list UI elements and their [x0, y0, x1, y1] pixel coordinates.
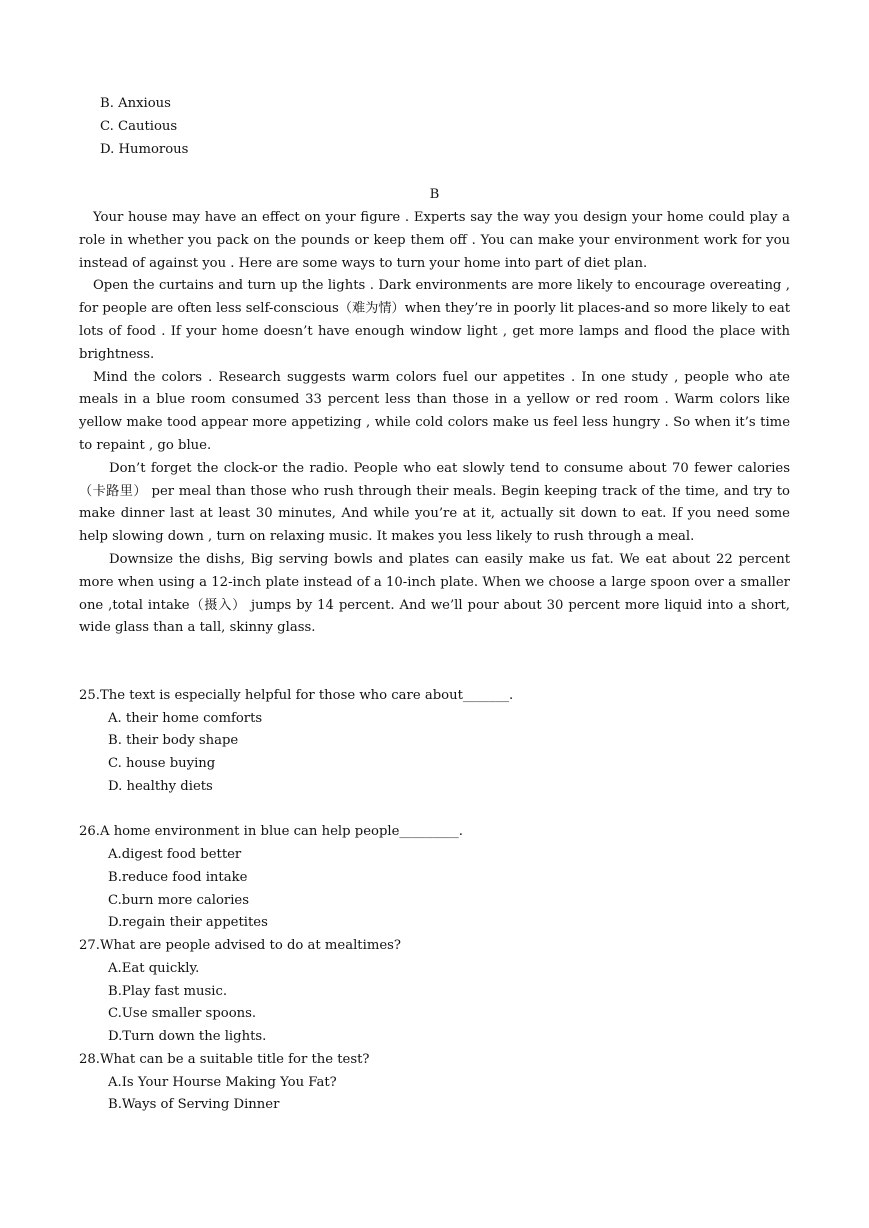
previous-option-b: B. Anxious [100, 96, 171, 111]
question-26-option-d: D.regain their appetites [108, 915, 268, 930]
question-27-option-c: C.Use smaller spoons. [108, 1006, 257, 1021]
question-28-stem: 28.What can be a suitable title for the test? [79, 1052, 370, 1067]
question-25-option-b: B. their body shape [108, 733, 239, 748]
question-26-option-a: A.digest food better [108, 847, 242, 862]
passage [79, 207, 790, 640]
question-27-stem: 27.What are people advised to do at mealtimes? [79, 938, 401, 953]
question-28-option-a: A.Is Your Hourse Making You Fat? [108, 1075, 337, 1090]
question-25-option-a: A. their home comforts [108, 711, 263, 726]
question-25-option-c: C. house buying [108, 756, 216, 771]
passage-paragraph: Your house may have an effect on your figure . Experts say the way you design your home could play a role in whether you pack on the pounds or keep them off . You can make your environment work for you instead of against you . Here are some ways to turn your home into part of diet plan. [79, 210, 790, 271]
passage-paragraph: Open the curtains and turn up the lights . Dark environments are more likely to encourage overeating , for people are often less self-conscious（难为情）when they’re in poorly lit places-and so more likely to eat lots of food . If your home doesn’t have enough window light , get more lamps and flood the place with brightness. [79, 278, 790, 362]
question-26-option-c: C.burn more calories [108, 893, 249, 908]
passage-paragraph: Don’t forget the clock-or the radio. People who eat slowly tend to consume about 70 fewer calories（卡路里） per meal than those who rush through their meals. Begin keeping track of the time, and try to make dinner last at least 30 minutes, And while you’re at it, actually sit down to eat. If you need some help slowing down , turn on relaxing music. It makes you less likely to rush through a meal. [79, 460, 790, 545]
question-27-option-a: A.Eat quickly. [108, 961, 200, 976]
section-label: B [429, 187, 440, 202]
passage-paragraph: Mind the colors . Research suggests warm colors fuel our appetites . In one study , people who ate meals in a blue room consumed 33 percent less than those in a yellow or red room . Warm colors like yellow make tood appear more appetizing , while cold colors make us feel less hungry . So when it’s time to repaint , go blue. [79, 369, 790, 453]
question-27-option-b: B.Play fast music. [108, 984, 228, 999]
question-28-option-b: B.Ways of Serving Dinner [108, 1097, 280, 1112]
previous-option-d: D. Humorous [100, 142, 189, 157]
question-26-option-b: B.reduce food intake [108, 870, 248, 885]
question-25-option-d: D. healthy diets [108, 779, 213, 794]
question-26-stem: 26.A home environment in blue can help people_________. [79, 824, 463, 839]
question-27-option-d: D.Turn down the lights. [108, 1029, 267, 1044]
question-25-stem: 25.The text is especially helpful for those who care about_______. [79, 688, 514, 703]
passage-paragraph: Downsize the dishs, Big serving bowls and plates can easily make us fat. We eat about 22 percent more when using a 12-inch plate instead of a 10-inch plate. When we choose a large spoon over a smaller one ,total intake（摄入） jumps by 14 percent. And we’ll pour about 30 percent more liquid into a short, wide glass than a tall, skinny glass. [79, 551, 790, 636]
previous-option-c: C. Cautious [100, 119, 178, 134]
